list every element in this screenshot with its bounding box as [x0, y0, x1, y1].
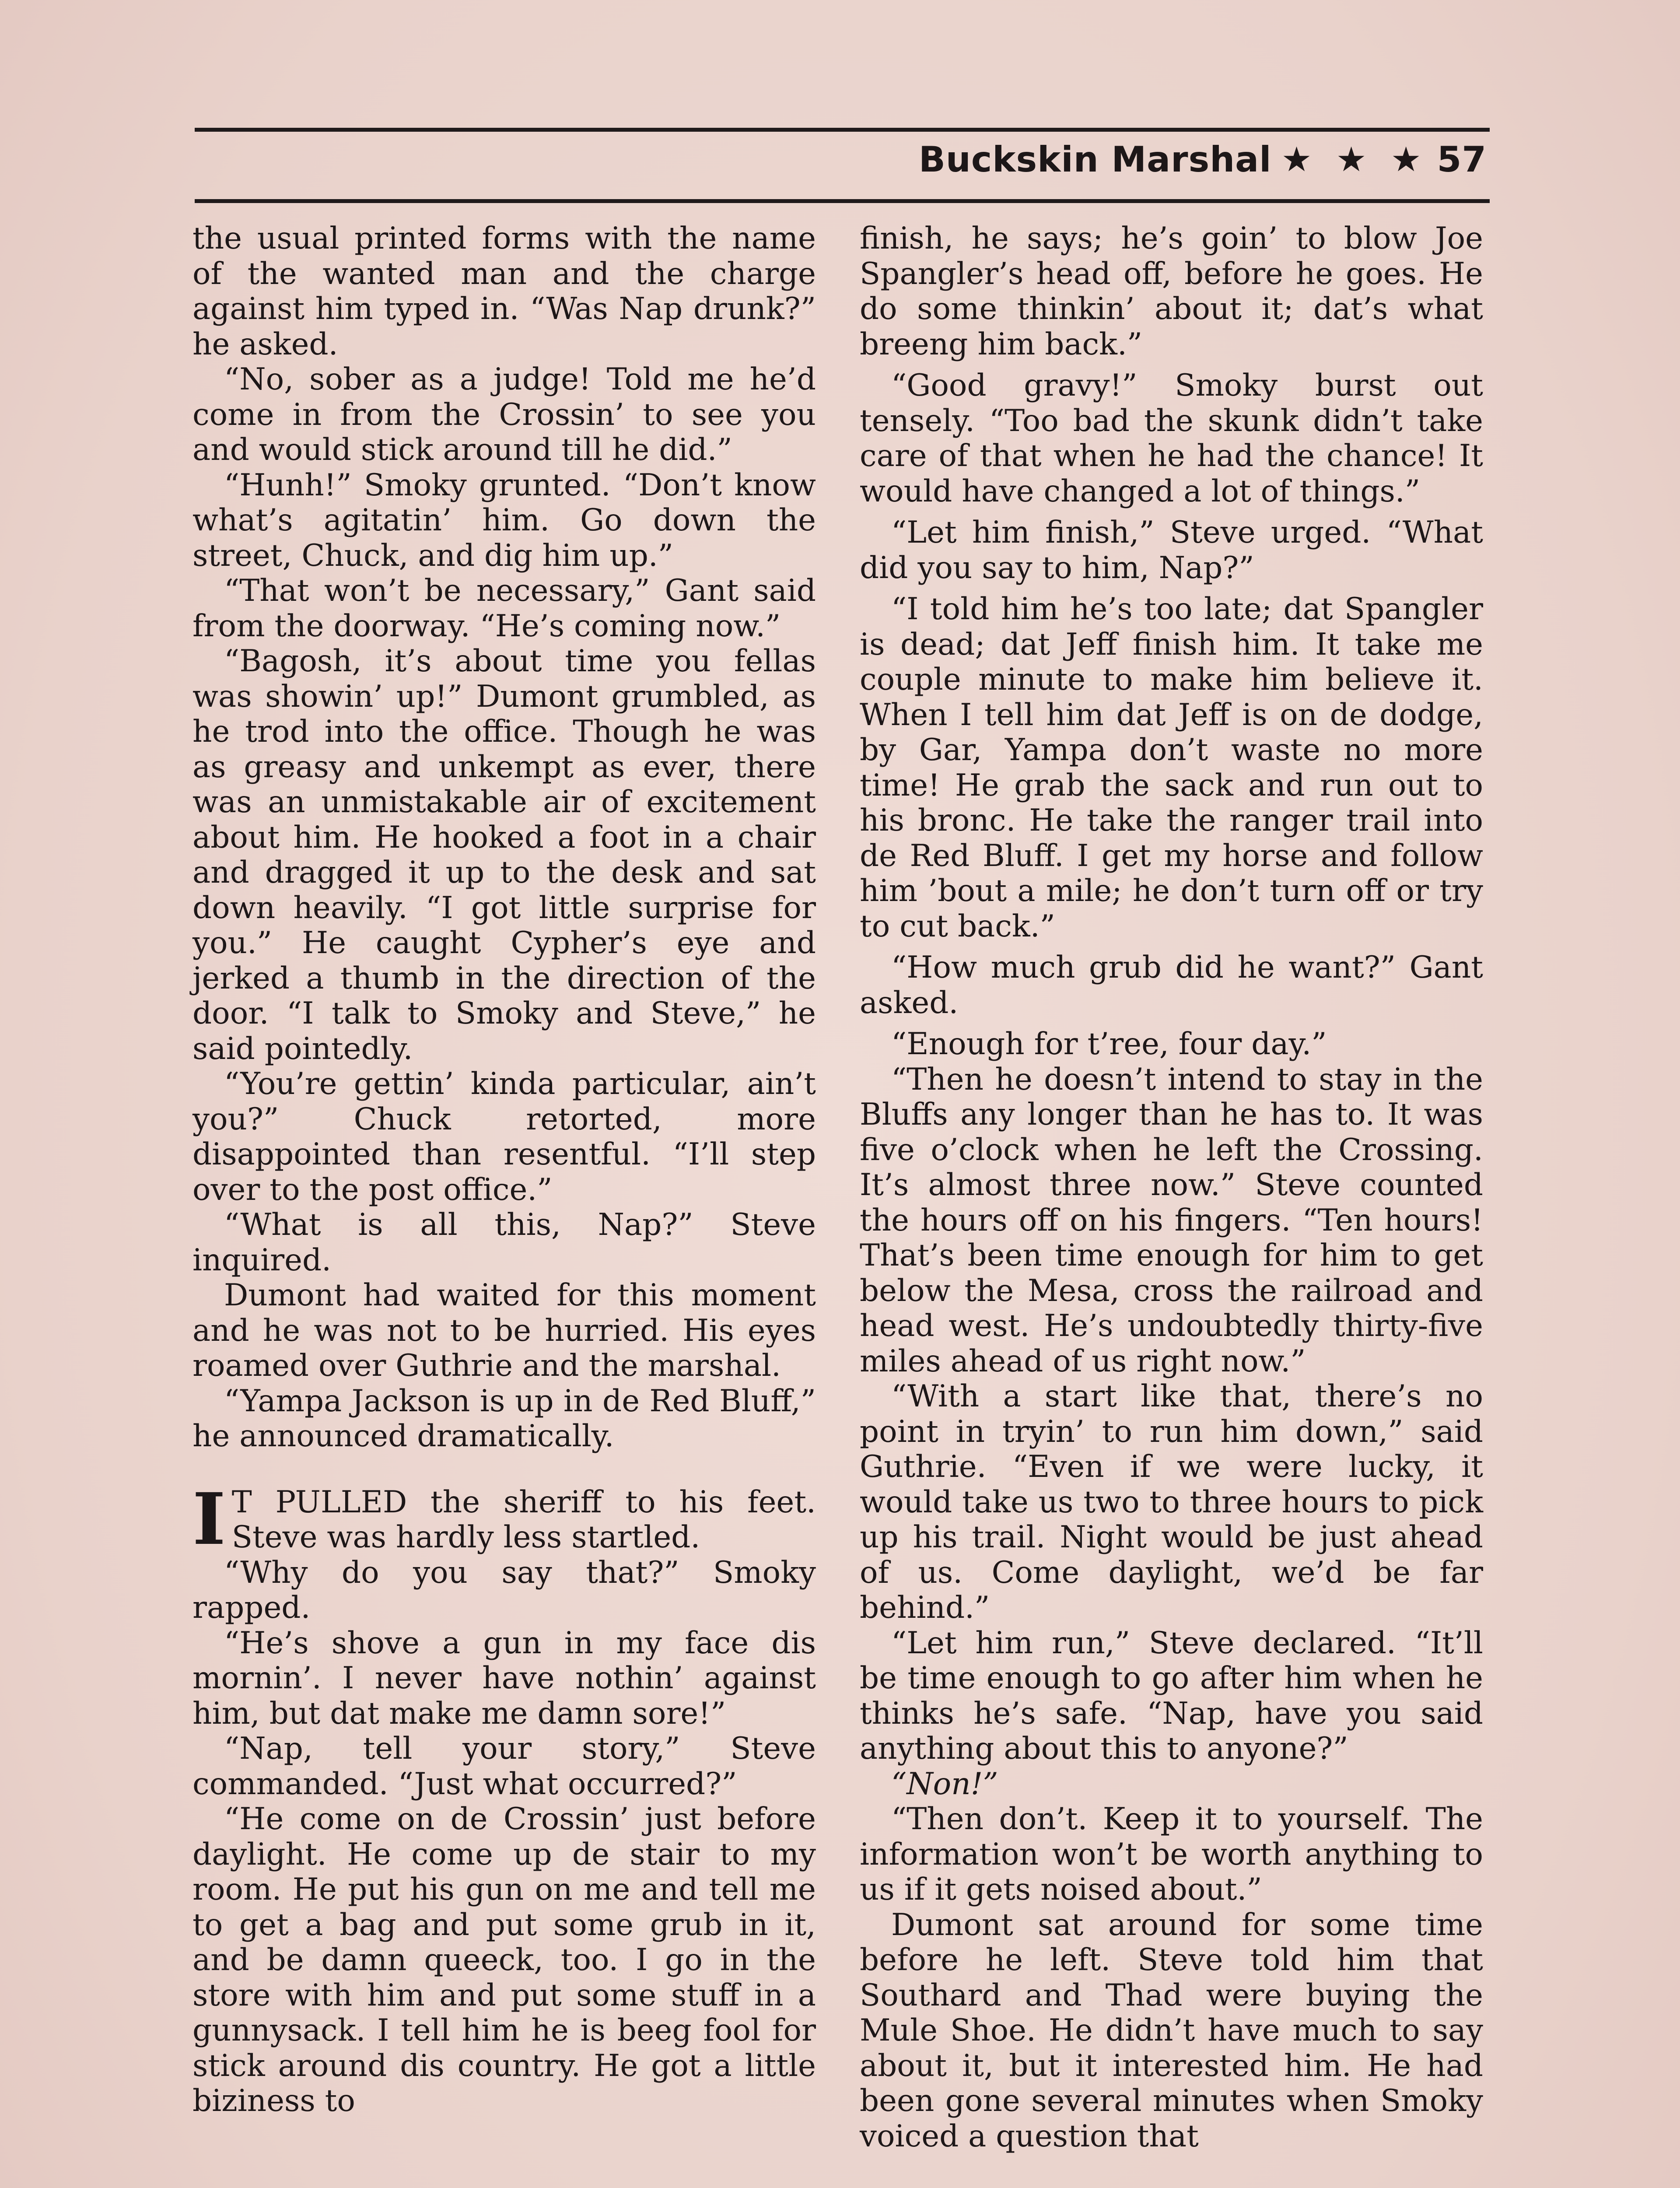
paragraph: “How much grub did he want?” Gant asked. — [860, 950, 1483, 1020]
paragraph: “No, sober as a judge! Told me he’d come in from the Crossin’ to see you and would stick around till he did.” — [192, 362, 816, 467]
paragraph: “Enough for t’ree, four day.” — [891, 1027, 1327, 1062]
paragraph: Dumont had waited for this moment and he was not to be hurried. His eyes roamed over Guthrie and the marshal. — [192, 1278, 816, 1383]
paragraph: “What is all this, Nap?” Steve inquired. — [192, 1207, 816, 1278]
dropcap-text: T PULLED the sheriff to his feet. Steve was hardly less startled. — [231, 1484, 816, 1555]
paragraph: “Let him finish,” Steve urged. “What did you say to him, Nap?” — [860, 515, 1483, 586]
paragraph: “He come on de Crossin’ just before daylight. He come up de stair to my room. He put his gun on me and tell me to get a bag and put some grub in it, and be damn queeck, too. I go in the store with him and put some stuff in a gunnysack. I tell him he is beeg fool for stick around dis country. He got a little biziness to — [192, 1802, 816, 2118]
header-rule-bottom — [195, 199, 1490, 203]
paragraph: “Hunh!” Smoky grunted. “Don’t know what’s agitatin’ him. Go down the street, Chuck, and dig him up.” — [192, 467, 816, 573]
paragraph: “He’s shove a gun in my face dis mornin’. I never have nothin’ against him, but dat make me damn sore!” — [192, 1625, 816, 1731]
paragraph: “That won’t be necessary,” Gant said from the doorway. “He’s coming now.” — [192, 573, 816, 644]
paragraph: “Bagosh, it’s about time you fellas was showin’ up!” Dumont grumbled, as he trod into the office. Though he was as greasy and unkempt as ever, there was an unmistakable air of excitement about him. He hooked a foot in a chair and dragged it up to the desk and sat down heavily. “I got little surprise for you.” He caught Cypher’s eye and jerked a thumb in the direction of the door. “I talk to Smoky and Steve,” he said pointedly. — [192, 644, 816, 1066]
paragraph: finish, he says; he’s goin’ to blow Joe Spangler’s head off, before he goes. He do some thinkin’ about it; dat’s what breeng him back.” — [860, 221, 1483, 362]
section-opening-paragraph — [192, 1477, 816, 1561]
header-stars: ★ ★ ★ — [1281, 140, 1428, 179]
paragraph: “Nap, tell your story,” Steve commanded. “Just what occurred?” — [192, 1731, 816, 1802]
paragraph: “Then don’t. Keep it to yourself. The information won’t be worth anything to us if it gets noised about.” — [860, 1802, 1483, 1907]
page-number: 57 — [1437, 139, 1487, 180]
paragraph: “You’re gettin’ kinda particular, ain’t you?” Chuck retorted, more disappointed than resentful. “I’ll step over to the post office.” — [192, 1066, 816, 1207]
header-rule-top — [195, 128, 1490, 132]
paragraph: “With a start like that, there’s no point in tryin’ to run him down,” said Guthrie. “Even if we were lucky, it would take us two to three hours to pick up his trail. Night would be just ahead of us. Come daylight, we’d be far behind.” — [860, 1379, 1483, 1625]
left-column — [192, 221, 816, 2119]
header-title: Buckskin Marshal — [918, 139, 1272, 180]
paragraph: “I told him he’s too late; dat Spangler is dead; dat Jeff finish him. It take me couple minute to make him believe it. When I tell him dat Jeff is on de dodge, by Gar, Yampa don’t waste no more time! He grab the sack and run out to his bronc. He take the ranger trail into de Red Bluff. I get my horse and follow him ’bout a mile; he don’t turn off or try to cut back.” — [860, 592, 1483, 944]
paragraph: “Yampa Jackson is up in de Red Bluff,” he announced dramatically. — [192, 1383, 816, 1454]
running-header — [919, 139, 1487, 180]
paragraph: “Non!” — [891, 1766, 998, 1802]
paragraph: “Let him run,” Steve declared. “It’ll be time enough to go after him when he thinks he’s safe. “Nap, have you said anything about this to anyone?” — [860, 1625, 1483, 1766]
drop-cap: I — [192, 1477, 226, 1561]
paragraph: “Good gravy!” Smoky burst out tensely. “Too bad the skunk didn’t take care of that when he had the chance! It would have changed a lot of things.” — [860, 368, 1483, 509]
paragraph: “Then he doesn’t intend to stay in the Bluffs any longer than he has to. It was five o’clock when he left the Crossing. It’s almost three now.” Steve counted the hours off on his fingers. “Ten hours! That’s been time enough for him to get below the Mesa, cross the railroad and head west. He’s undoubtedly thirty-five miles ahead of us right now.” — [860, 1062, 1483, 1379]
right-column — [860, 221, 1483, 2154]
paragraph: the usual printed forms with the name of the wanted man and the charge against him typed in. “Was Nap drunk?” he asked. — [192, 221, 816, 362]
paragraph: “Why do you say that?” Smoky rapped. — [192, 1555, 816, 1625]
paragraph: Dumont sat around for some time before he left. Steve told him that Southard and Thad were buying the Mule Shoe. He didn’t have much to say about it, but it interested him. He had been gone several minutes when Smoky voiced a question that — [860, 1907, 1483, 2154]
